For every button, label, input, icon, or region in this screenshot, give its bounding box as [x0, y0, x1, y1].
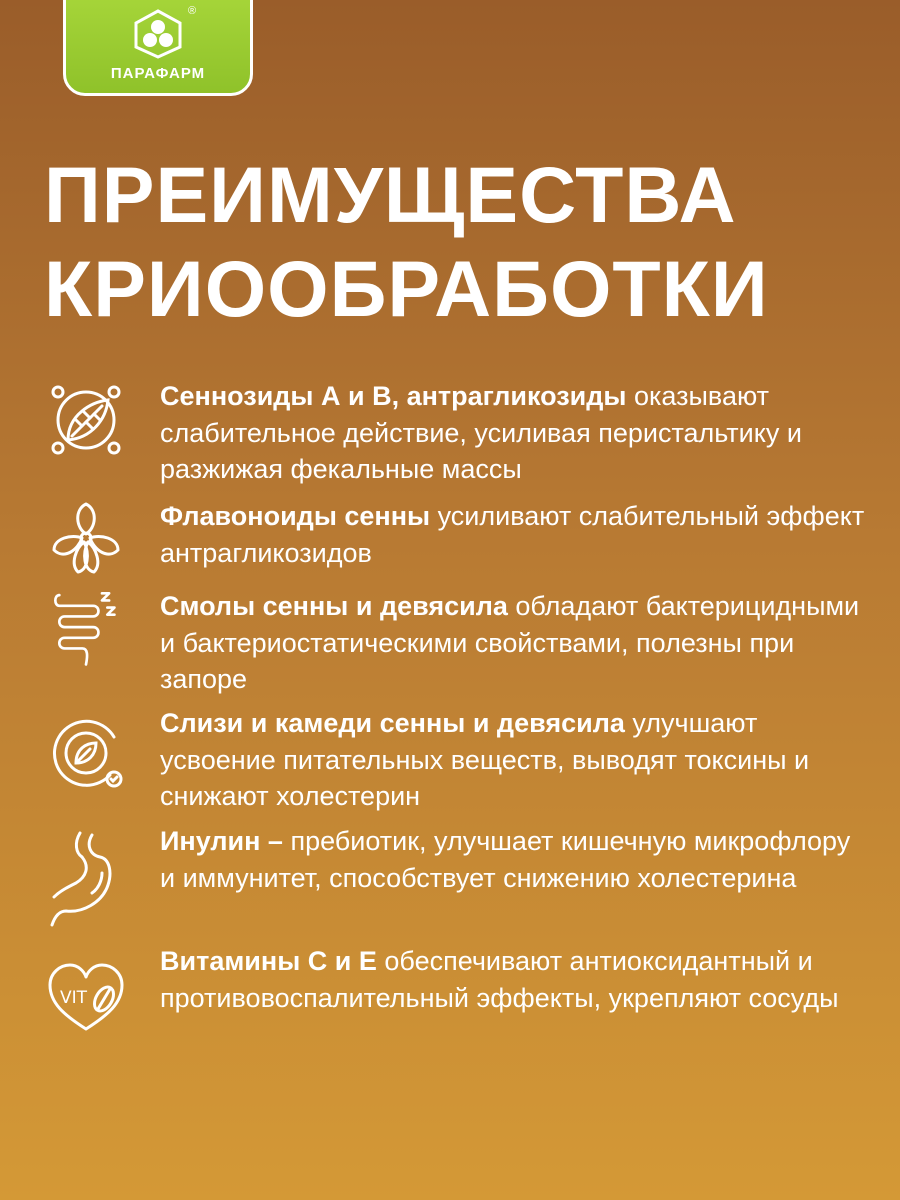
page-title [44, 148, 874, 336]
benefit-text [160, 823, 870, 896]
benefit-description: обладают бактерицидными и бактериостатическими свойствами, полезны при запоре [160, 591, 860, 694]
svg-text:VIT: VIT [60, 988, 88, 1008]
benefit-bold: Инулин – [160, 826, 283, 856]
brand-logo [63, 0, 253, 96]
benefit-description: обеспечивают антиоксидантный и противовоспалительный эффекты, укрепляют сосуды [160, 946, 839, 1013]
benefit-text [160, 498, 870, 571]
stomach-icon [46, 827, 126, 927]
brand-name: ПАРАФАРМ [110, 65, 206, 82]
natural-leaf-badge-icon [46, 713, 126, 793]
benefit-description: улучшают усвоение питательных веществ, выводят токсины и снижают холестерин [160, 708, 810, 811]
benefit-bold: Сеннозиды А и В, антрагликозиды [160, 381, 627, 411]
leaf-seed-icon [46, 380, 126, 460]
benefit-bold: Флавоноиды сенны [160, 501, 431, 531]
benefit-bold: Смолы сенны и девясила [160, 591, 508, 621]
benefit-text [160, 378, 870, 488]
benefit-description: оказывают слабительное действие, усиливая перистальтику и разжижая фекальные массы [160, 381, 802, 484]
benefit-text [160, 943, 870, 1016]
benefit-bold: Витамины С и Е [160, 946, 377, 976]
benefit-description: пребиотик, улучшает кишечную микрофлору и иммунитет, способствует снижению холестерина [160, 826, 851, 893]
benefit-text [160, 705, 870, 815]
title-line-2: КРИООБРАБОТКИ [44, 244, 769, 333]
flower-icon [46, 498, 126, 578]
title-line-1: ПРЕИМУЩЕСТВА [44, 150, 737, 239]
benefit-description: усиливают слабительный эффект антрагликозидов [160, 501, 865, 568]
intestine-icon [46, 588, 126, 668]
honeycomb-logo-icon [132, 9, 184, 59]
vitamin-heart-icon [46, 957, 126, 1037]
benefit-text [160, 588, 870, 698]
benefit-bold: Слизи и камеди сенны и девясила [160, 708, 625, 738]
registered-mark: ® [188, 5, 197, 17]
